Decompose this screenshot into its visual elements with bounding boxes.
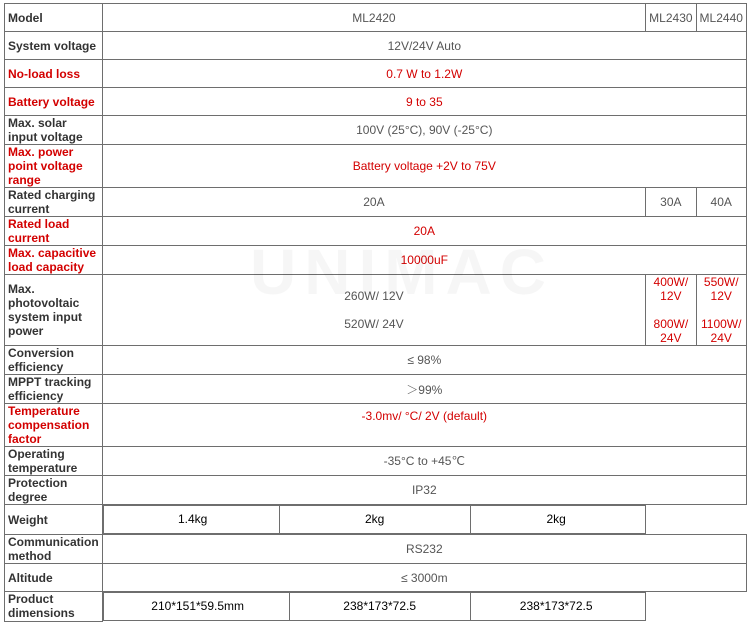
table-row-rated-charging — [5, 188, 747, 217]
row-label-protection: Protection degree — [5, 476, 103, 505]
row-label-max-solar-input: Max. solar input voltage — [5, 116, 103, 145]
value-rated-load: 20A — [102, 217, 746, 246]
row-label-weight: Weight — [5, 505, 103, 535]
pv-12v-ml2430: 400W/ 12V — [653, 275, 689, 303]
row-label-rated-load: Rated load current — [5, 217, 103, 246]
value-rated-charging-ml2430: 30A — [646, 188, 696, 217]
row-label-system-voltage: System voltage — [5, 32, 103, 60]
value-temp-comp: -3.0mv/ °C/ 2V (default) — [102, 404, 746, 447]
row-label-dimensions: Product dimensions — [5, 592, 103, 622]
row-label-operating-temp: Operating temperature — [5, 447, 103, 476]
table-row-operating-temp — [5, 447, 747, 476]
pv-24v-ml2420: 520W/ 24V — [344, 317, 404, 331]
value-weight-ml2430: 2kg — [279, 506, 470, 533]
table-row-conversion — [5, 346, 747, 375]
table-row-temp-comp — [5, 404, 747, 447]
table-row-rated-load — [5, 217, 747, 246]
table-row-model — [5, 4, 747, 32]
value-weight-group — [103, 505, 646, 534]
row-label-capacitive-load: Max. capacitive load capacity — [5, 246, 103, 275]
value-battery-voltage: 9 to 35 — [102, 88, 746, 116]
table-row-battery-voltage — [5, 88, 747, 116]
pv-24v-ml2430: 800W/ 24V — [653, 317, 689, 345]
row-label-conversion: Conversion efficiency — [5, 346, 103, 375]
table-row-communication — [5, 535, 747, 564]
value-dimensions-group — [103, 592, 646, 621]
value-pv-power-ml2430 — [646, 275, 696, 346]
value-dimensions-ml2420: 210*151*59.5mm — [151, 599, 245, 613]
table-row-capacitive-load — [5, 246, 747, 275]
pv-12v-ml2440: 550W/ 12V — [703, 275, 739, 303]
row-label-no-load-loss: No-load loss — [5, 60, 103, 88]
row-label-mppt-range: Max. power point voltage range — [5, 145, 103, 188]
row-label-temp-comp: Temperature compensation factor — [5, 404, 103, 447]
value-altitude: ≤ 3000m — [102, 564, 746, 592]
table-row-no-load-loss — [5, 60, 747, 88]
value-no-load-loss: 0.7 W to 1.2W — [102, 60, 746, 88]
row-label-mppt-tracking: MPPT tracking efficiency — [5, 375, 103, 404]
value-communication: RS232 — [102, 535, 746, 564]
value-rated-charging-ml2420: 20A — [102, 188, 646, 217]
model-ml2430: ML2430 — [646, 4, 696, 32]
value-operating-temp: -35°C to +45℃ — [102, 447, 746, 476]
row-label-battery-voltage: Battery voltage — [5, 88, 103, 116]
table-row-altitude — [5, 564, 747, 592]
value-dimensions-ml2440: 238*173*72.5 — [470, 593, 642, 620]
spec-table — [4, 3, 747, 622]
value-capacitive-load: 10000uF — [102, 246, 746, 275]
model-ml2440: ML2440 — [696, 4, 746, 32]
value-mppt-range: Battery voltage +2V to 75V — [102, 145, 746, 188]
table-row-mppt-tracking — [5, 375, 747, 404]
row-label-rated-charging: Rated charging current — [5, 188, 103, 217]
row-label-altitude: Altitude — [5, 564, 103, 592]
row-label-communication: Communication method — [5, 535, 103, 564]
table-row-pv-power — [5, 275, 747, 346]
value-weight-ml2440: 2kg — [470, 506, 642, 533]
table-row-system-voltage — [5, 32, 747, 60]
table-row-protection — [5, 476, 747, 505]
pv-12v-ml2420: 260W/ 12V — [344, 289, 404, 303]
value-max-solar-input: 100V (25°C), 90V (-25°C) — [102, 116, 746, 145]
value-pv-power-ml2420 — [102, 275, 646, 346]
value-protection: IP32 — [102, 476, 746, 505]
model-ml2420: ML2420 — [102, 4, 646, 32]
row-label-pv-power: Max. photovoltaic system input power — [5, 275, 103, 346]
table-row-weight — [5, 505, 747, 535]
pv-24v-ml2440: 1100W/ 24V — [701, 317, 742, 345]
value-mppt-tracking: ＞99% — [102, 375, 746, 404]
table-row-max-solar-input — [5, 116, 747, 145]
table-row-dimensions — [5, 592, 747, 622]
value-system-voltage: 12V/24V Auto — [102, 32, 746, 60]
value-pv-power-ml2440 — [696, 275, 746, 346]
value-rated-charging-ml2440: 40A — [696, 188, 746, 217]
value-weight-ml2420: 1.4kg — [177, 512, 208, 526]
value-conversion: ≤ 98% — [102, 346, 746, 375]
table-row-mppt-range — [5, 145, 747, 188]
value-dimensions-ml2430: 238*173*72.5 — [289, 593, 470, 620]
row-label-model: Model — [5, 4, 103, 32]
